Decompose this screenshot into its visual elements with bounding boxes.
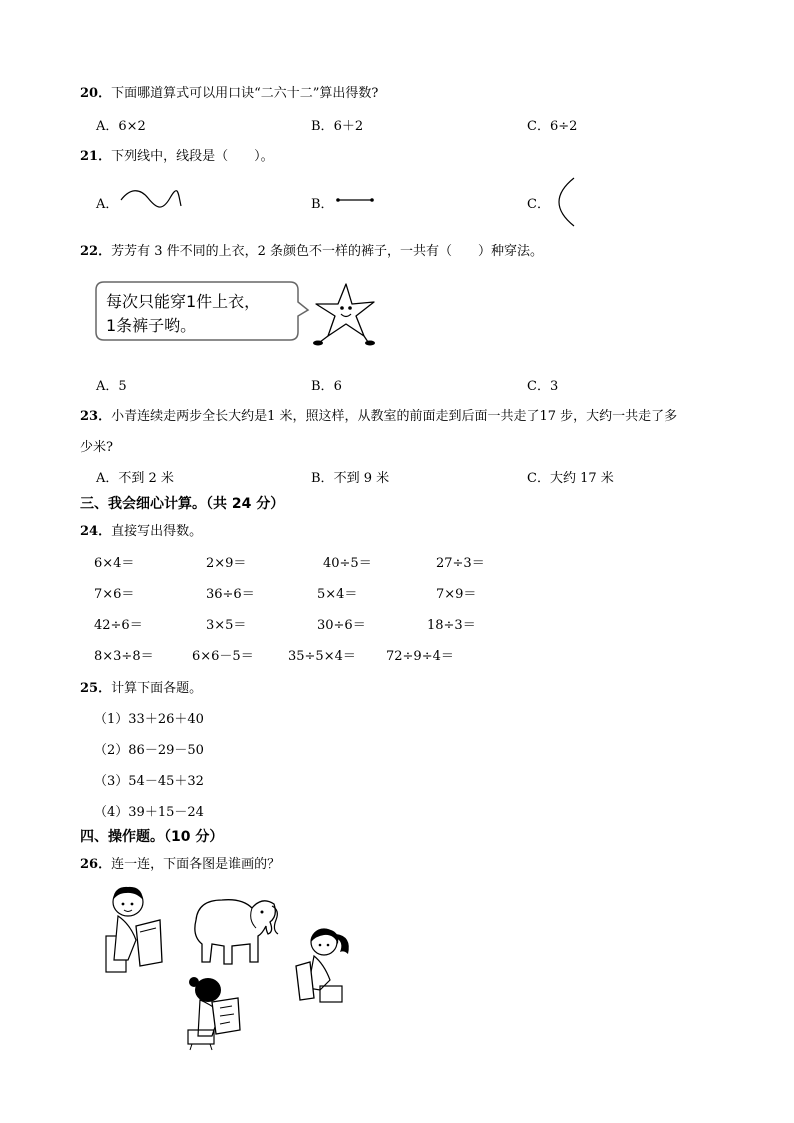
child-painting-illustration — [178, 972, 248, 1052]
line-segment-figure — [336, 196, 376, 204]
question-20 — [80, 82, 378, 101]
option-b[interactable]: B．不到 9 米 — [311, 471, 390, 486]
option-c[interactable]: C． — [527, 197, 550, 212]
question-23-continued: 少米? — [80, 440, 113, 455]
calc-item: 36÷6＝ — [206, 587, 255, 602]
question-text: 小青连续走两步全长大约是1 米，照这样，从教室的前面走到后面一共走了17 步，大约一共走了多 — [111, 409, 678, 424]
calc-problem: （3）54－45＋32 — [94, 774, 204, 789]
section-title-4: 四、操作题。（10 分） — [80, 829, 224, 845]
section-title-3: 三、我会细心计算。（共 24 分） — [80, 496, 285, 512]
option-a[interactable]: A． — [96, 197, 119, 212]
calc-item: 7×6＝ — [94, 587, 135, 602]
option-a[interactable]: A．6×2 — [96, 119, 146, 134]
calc-item: 35÷5×4＝ — [288, 649, 356, 664]
option-c[interactable]: C．6÷2 — [527, 119, 578, 134]
calc-item: 7×9＝ — [436, 587, 477, 602]
option-b[interactable]: B．6＋2 — [311, 119, 364, 134]
option-b[interactable]: B． — [311, 197, 334, 212]
option-a[interactable]: A．不到 2 米 — [96, 471, 174, 486]
calc-item: 3×5＝ — [206, 618, 247, 633]
bubble-text-line2: 1条裤子哟。 — [106, 316, 197, 335]
calc-item: 2×9＝ — [206, 556, 247, 571]
calc-problem: （4）39＋15－24 — [94, 805, 204, 820]
calc-item: 6×6－5＝ — [192, 649, 254, 664]
calc-item: 8×3÷8＝ — [94, 649, 154, 664]
question-number: 24． — [80, 524, 112, 539]
calc-item: 27÷3＝ — [436, 556, 485, 571]
question-26 — [80, 853, 280, 872]
boy-drawing-illustration — [100, 880, 170, 980]
calc-item: 40÷5＝ — [323, 556, 372, 571]
elephant-illustration — [182, 890, 282, 970]
calc-problem: （2）86－29－50 — [94, 743, 204, 758]
star-character-illustration — [308, 280, 378, 346]
calc-problem: （1）33＋26＋40 — [94, 712, 204, 727]
question-number: 23． — [80, 409, 112, 424]
question-number: 21． — [80, 149, 112, 164]
question-number: 26． — [80, 857, 112, 872]
arc-curve-figure — [550, 176, 580, 230]
question-24 — [80, 520, 202, 539]
question-text: 下列线中，线段是（ ）。 — [111, 149, 274, 164]
calc-item: 72÷9÷4＝ — [386, 649, 454, 664]
question-text: 芳芳有 3 件不同的上衣，2 条颜色不一样的裤子，一共有（ ）种穿法。 — [111, 244, 544, 259]
question-23 — [80, 405, 677, 424]
question-text: 计算下面各题。 — [111, 681, 203, 696]
question-number: 20． — [80, 86, 112, 101]
question-text: 连一连，下面各图是谁画的？ — [111, 857, 281, 872]
calc-item: 30÷6＝ — [317, 618, 366, 633]
bubble-text-line1: 每次只能穿1件上衣， — [106, 292, 261, 311]
calc-item: 42÷6＝ — [94, 618, 143, 633]
question-25 — [80, 677, 202, 696]
calc-item: 5×4＝ — [317, 587, 358, 602]
girl-drawing-illustration — [290, 926, 360, 1006]
option-a[interactable]: A．5 — [96, 379, 127, 394]
calc-item: 18÷3＝ — [427, 618, 476, 633]
wavy-curve-figure — [118, 188, 184, 214]
question-text: 下面哪道算式可以用口诀“二六十二”算出得数? — [111, 86, 379, 101]
option-c[interactable]: C．3 — [527, 379, 559, 394]
question-text: 直接写出得数。 — [111, 524, 203, 539]
option-c[interactable]: C．大约 17 米 — [527, 471, 614, 486]
question-number: 25． — [80, 681, 112, 696]
question-number: 22． — [80, 244, 112, 259]
question-21 — [80, 145, 274, 164]
calc-item: 6×4＝ — [94, 556, 135, 571]
question-22 — [80, 240, 543, 259]
option-b[interactable]: B．6 — [311, 379, 342, 394]
